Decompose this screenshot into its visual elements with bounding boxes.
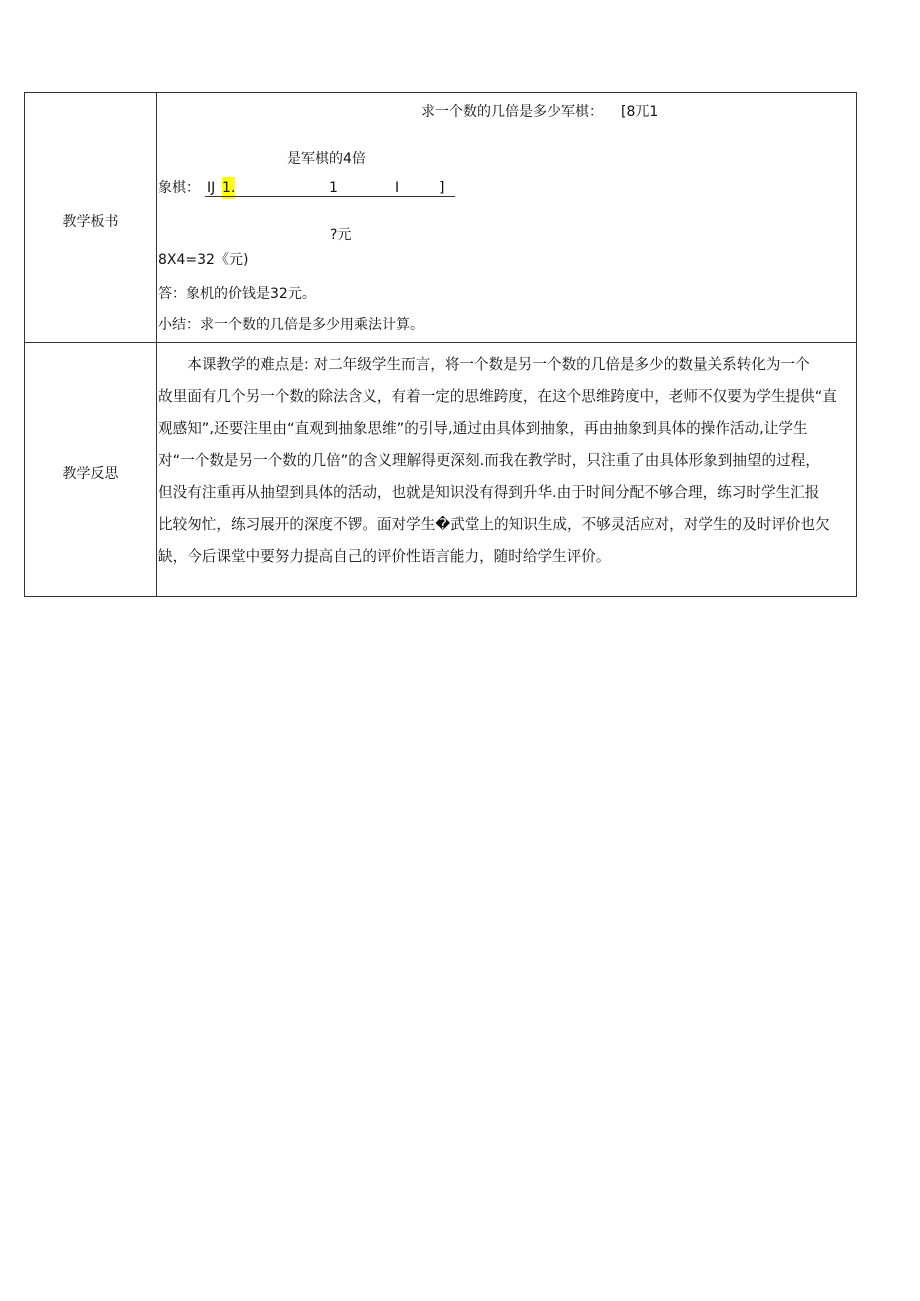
board-calc: 8X4=32《元)	[158, 252, 249, 268]
board-answer: 答：象机的价钱是32元。	[158, 286, 316, 302]
board-chess-mark-c: 1	[329, 180, 338, 196]
board-chess-label: 象棋：	[158, 180, 200, 196]
board-segment-line	[205, 196, 455, 197]
board-chess-mark-a: IJ	[207, 180, 216, 196]
board-chess-mark-d: I	[395, 180, 400, 196]
reflection-paragraph	[158, 349, 856, 573]
board-relation: 是军棋的4倍	[287, 151, 366, 167]
reflection-line: 观感知”,还要注里由“直观到抽象思维”的引导,通过由具体到抽象，再由抽象到具体的操作活动,让学生	[158, 420, 808, 437]
board-title: 求一个数的几倍是多少军棋：	[421, 104, 603, 120]
board-unknown: ?元	[330, 227, 352, 243]
board-chess-mark-e: ]	[439, 180, 445, 196]
reflection-line: 但没有注重再从抽望到具体的活动，也就是知识没有得到升华.由于时间分配不够合理，练习时学生汇报	[158, 484, 820, 501]
reflection-line: 本课教学的难点是: 对二年级学生而言，将一个数是另一个数的几倍是多少的数量关系转化为一个	[158, 356, 810, 373]
column-divider	[156, 93, 157, 596]
row-label-board: 教学板书	[62, 214, 119, 230]
lesson-table	[24, 92, 857, 597]
board-chess-mark-highlight: 1.	[222, 177, 235, 199]
row-label-reflection: 教学反思	[62, 466, 119, 482]
reflection-line: 对“一个数是另一个数的几倍”的含义理解得更深刻.而我在教学时，只注重了由具体形象到抽望的过程，	[158, 452, 820, 469]
board-summary: 小结：求一个数的几倍是多少用乘法计算。	[158, 317, 424, 333]
reflection-line: 故里面有几个另一个数的除法含义，有着一定的思维跨度，在这个思维跨度中，老师不仅要为学生提供“直	[158, 388, 837, 405]
row-divider	[25, 342, 856, 343]
reflection-line: 比较匆忙，练习展开的深度不锣。面对学生�武堂上的知识生成，不够灵活应对，对学生的及时评价也欠	[158, 516, 830, 533]
board-title-tail: [8兀1	[621, 104, 659, 120]
reflection-line: 缺，今后课堂中要努力提高自己的评价性语言能力，随时给学生评价。	[158, 548, 611, 565]
